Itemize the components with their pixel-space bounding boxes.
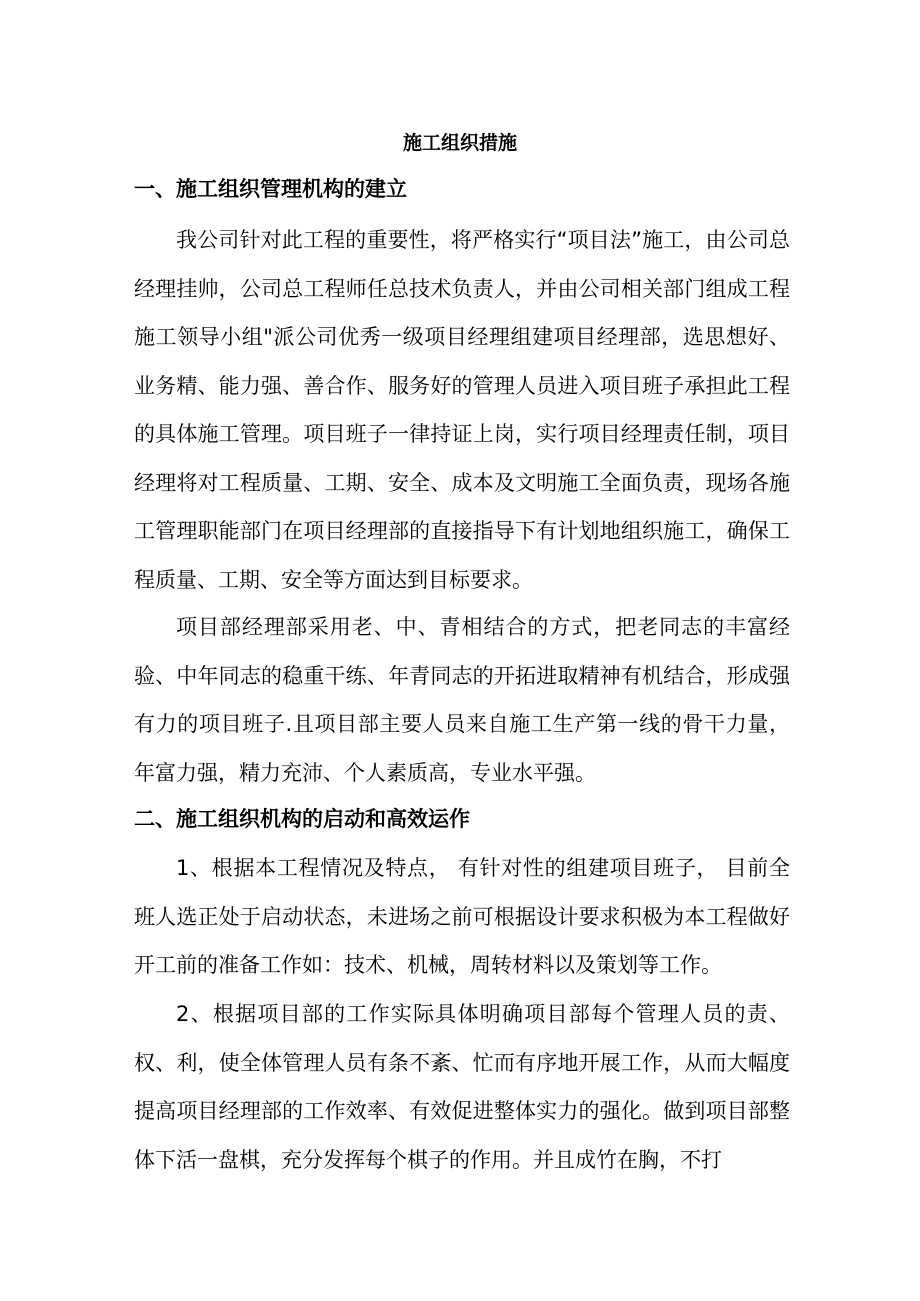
- section-1-heading: 一、施工组织管理机构的建立: [134, 177, 407, 201]
- section-2-paragraph-2: 2、根据项目部的工作实际具体明确项目部每个管理人员的责、权、利，使全体管理人员有条不紊、忙而有序地开展工作，从而大幅度提高项目经理部的工作效率、有效促进整体实力的强化。做到项目部整体下活一盘棋，充分发挥每个棋子的作用。并且成竹在胸，不打: [134, 1002, 790, 1172]
- section-2-heading: 二、施工组织机构的启动和高效运作: [134, 807, 470, 831]
- section-1-paragraph-2: 项目部经理部采用老、中、青相结合的方式，把老同志的丰富经验、中年同志的稳重干练、年青同志的开拓进取精神有机结合，形成强有力的项目班子.且项目部主要人员来自施工生产第一线的骨干力量，年富力强，精力充沛、个人素质高，专业水平强。: [134, 615, 790, 785]
- section-1-paragraph-1: 我公司针对此工程的重要性，将严格实行“项目法”施工，由公司总经理挂帅，公司总工程师任总技术负责人，并由公司相关部门组成工程施工领导小组"派公司优秀一级项目经理组建项目经理部，选思想好、业务精、能力强、善合作、服务好的管理人员进入项目班子承担此工程的具体施工管理。项目班子一律持证上岗，实行项目经理责任制，项目经理将对工程质量、工期、安全、成本及文明施工全面负责，现场各施工管理职能部门在项目经理部的直接指导下有计划地组织施工，确保工程质量、工期、安全等方面达到目标要求。: [134, 228, 790, 592]
- section-2-paragraph-1: 1、根据本工程情况及特点， 有针对性的组建项目班子， 目前全班人选正处于启动状态，未进场之前可根据设计要求积极为本工程做好开工前的准备工作如：技术、机械，周转材料以及策划等工作。: [134, 856, 790, 977]
- document-title: 施工组织措施: [402, 132, 517, 154]
